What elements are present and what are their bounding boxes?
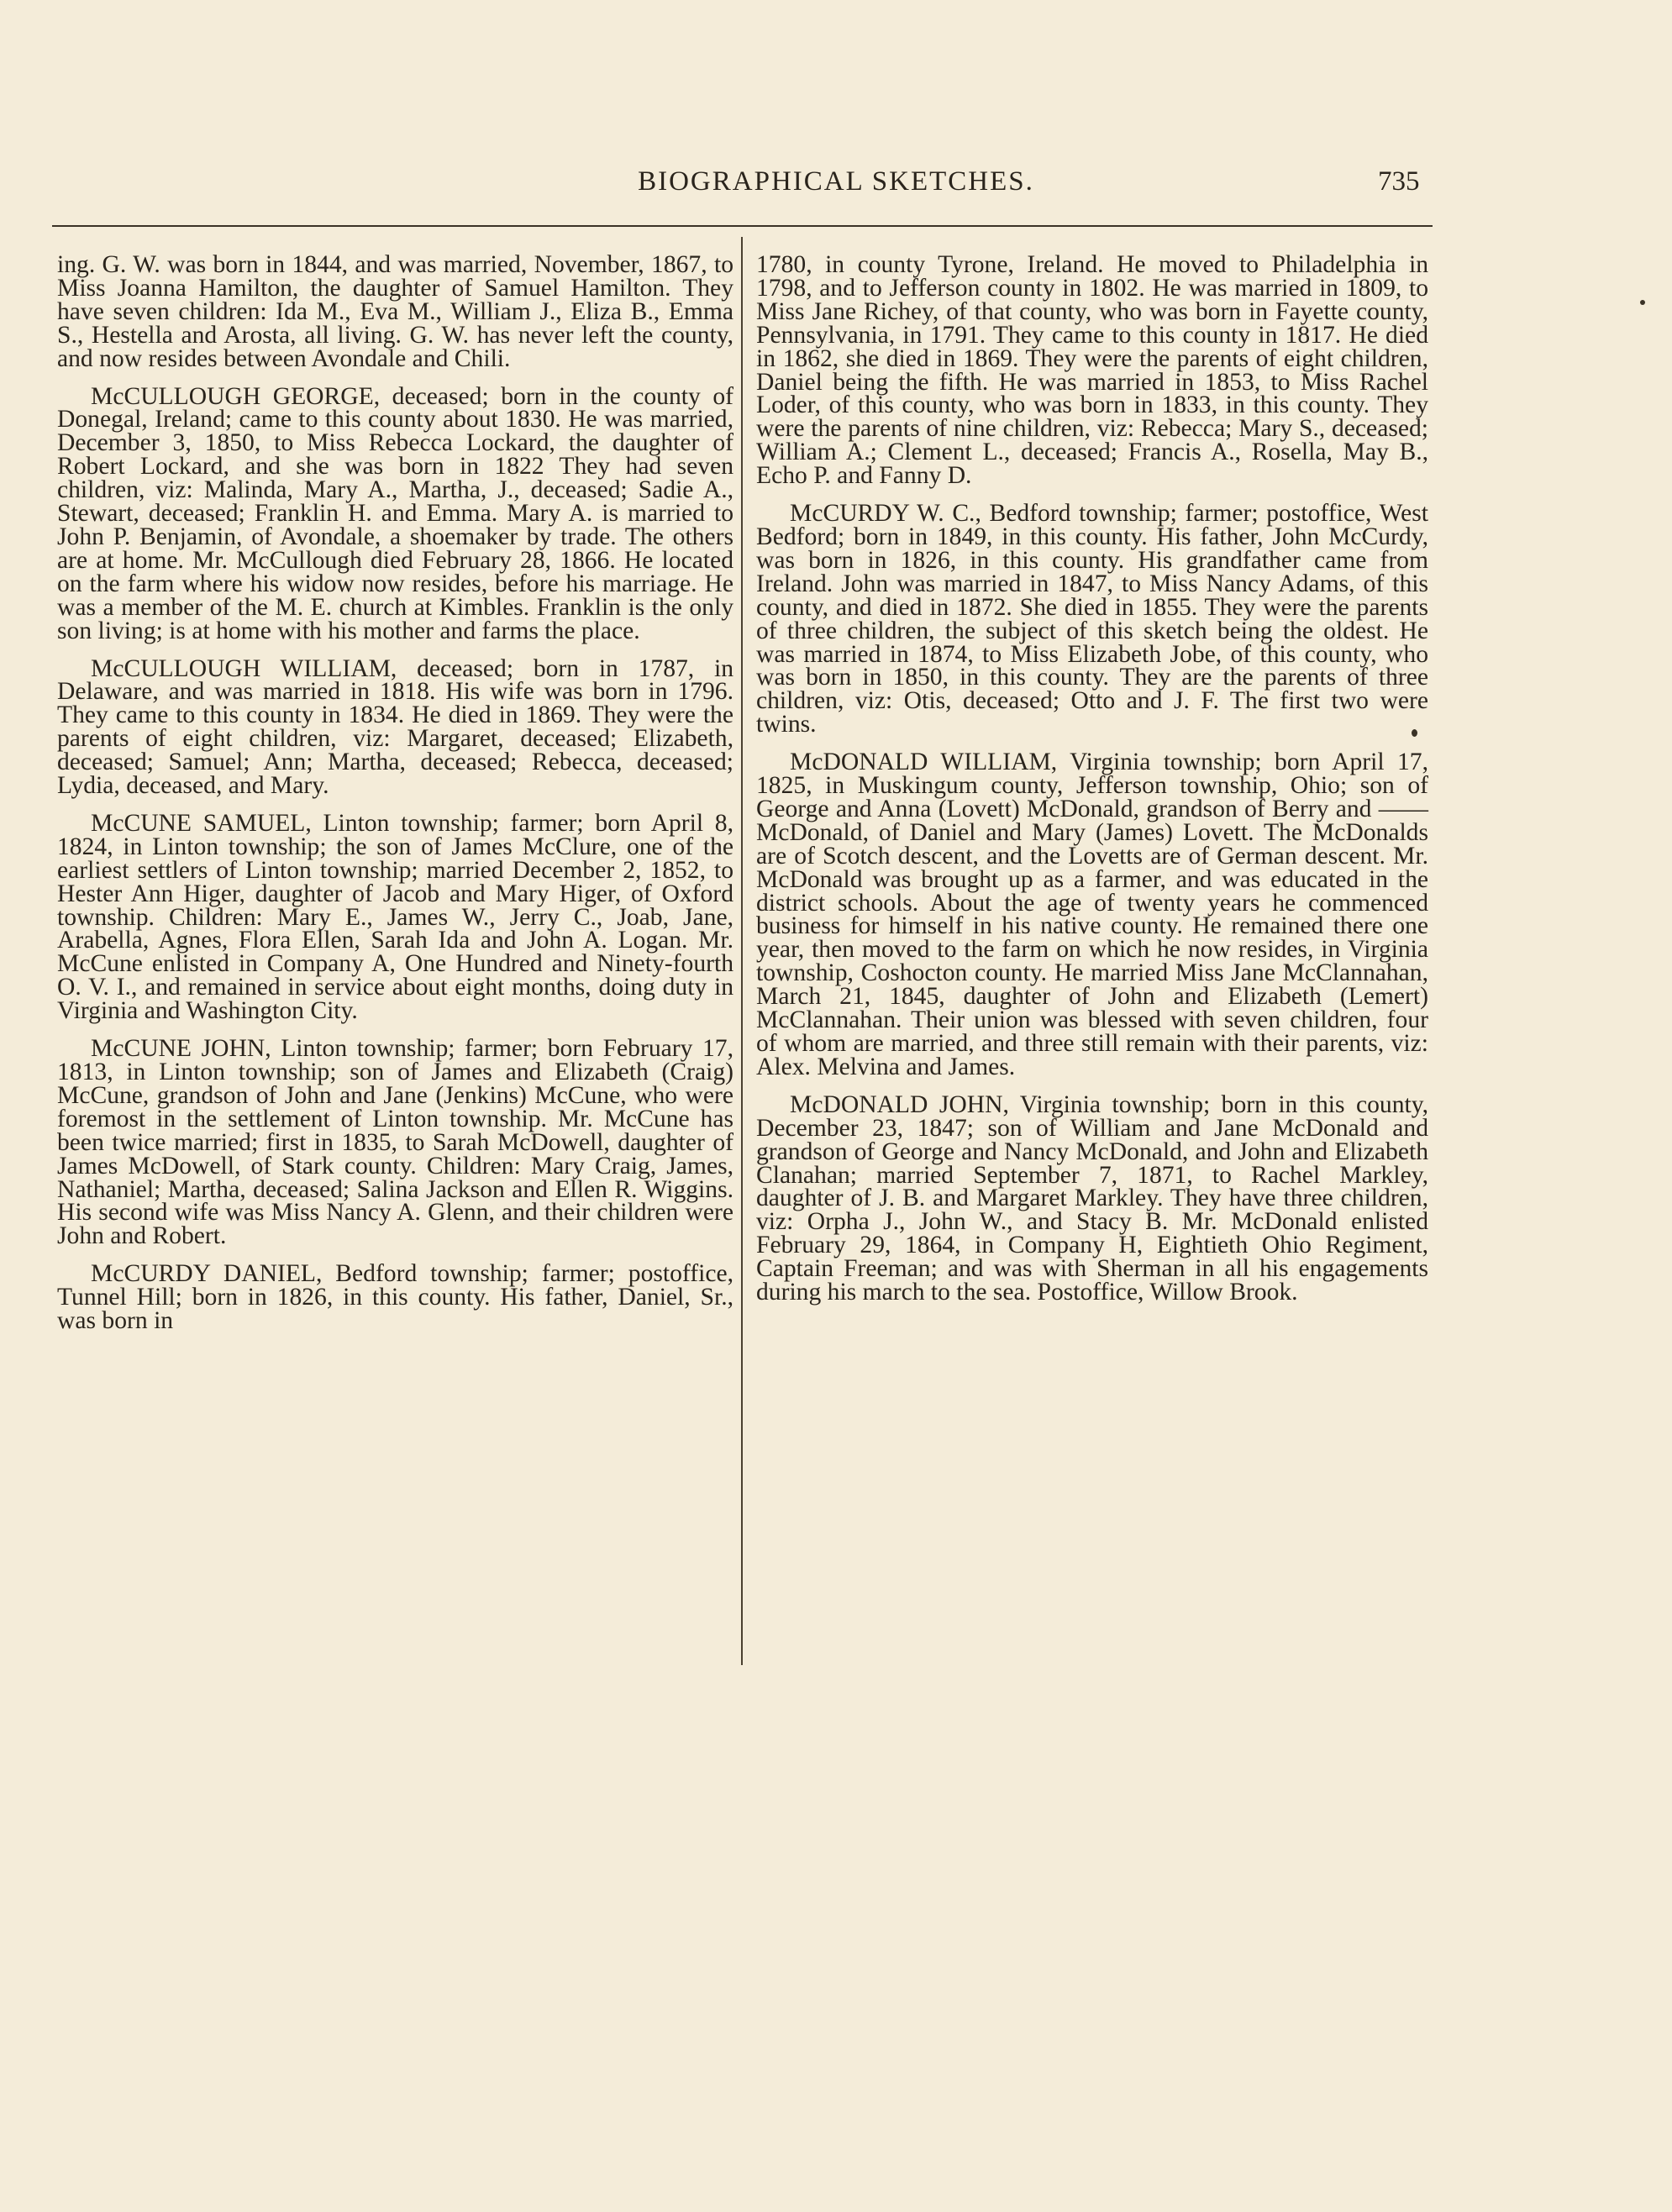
ink-speck [1412, 729, 1417, 737]
page-number: 735 [1378, 166, 1420, 197]
ink-speck [1640, 300, 1645, 305]
sketch-mcdonald-william: McDONALD WILLIAM, Virginia township; born April 17, 1825, in Muskingum county, Jefferson township, Ohio; son of George and Anna (Lovett) McDonald, grandson of Berry and —— McDonald, of Daniel and Mary (James) Lovett. The McDonalds are of Scotch descent, and the Lovetts are of German descent. Mr. McDonald was brought up as a farmer, and was educated in the district schools. About the age of twenty years he commenced business for himself in his native county. He remained there one year, then moved to the farm on which he now resides, in Virginia township, Coshocton county. He married Miss Jane McClannahan, March 21, 1845, daughter of John and Elizabeth (Lemert) McClannahan. Their union was blessed with seven children, four of whom are married, and three still remain with their parents, viz: Alex. Melvina and James. [756, 749, 1428, 1080]
running-head [0, 166, 1672, 208]
column-divider [741, 237, 743, 1665]
sketch-mcdonald-john: McDONALD JOHN, Virginia township; born in this county, December 23, 1847; son of William and Jane McDonald and grandson of George and Nancy McDonald, and John and Elizabeth Clanahan; married September 7, 1871, to Rachel Markley, daughter of J. B. and Margaret Markley. They have three children, viz: Orpha J., John W., and Stacy B. Mr. McDonald enlisted February 29, 1864, in Company H, Eightieth Ohio Regiment, Captain Freeman; and was with Sherman in all his engagements during his march to the sea. Postoffice, Willow Brook. [756, 1090, 1428, 1306]
sketch-mccurdy-daniel: McCURDY DANIEL, Bedford township; farmer; postoffice, Tunnel Hill; born in 1826, in this county. His father, Daniel, Sr., was born in [57, 1260, 733, 1335]
sketch-mccurdy-wc: McCURDY W. C., Bedford township; farmer; postoffice, West Bedford; born in 1849, in this county. His father, John McCurdy, was born in 1826, in this county. His grandfather came from Ireland. John was married in 1847, to Miss Nancy Adams, of this county, and died in 1872. She died in 1855. They were the parents of three children, the subject of this sketch being the oldest. He was married in 1874, to Miss Elizabeth Jobe, of this county, who was born in 1850, in this county. They are the parents of three children, viz: Otis, deceased; Otto and J. F. The first two were twins. [756, 500, 1428, 738]
left-column [57, 251, 733, 1348]
header-rule [52, 225, 1433, 227]
sketch-continuation: ing. G. W. was born in 1844, and was married, November, 1867, to Miss Joanna Hamilton, the daughter of Samuel Hamilton. They have seven children: Ida M., Eva M., William J., Eliza B., Emma S., Hestella and Arosta, all living. G. W. has never left the county, and now resides between Avondale and Chili. [57, 251, 733, 372]
sketch-mccune-samuel: McCUNE SAMUEL, Linton township; farmer; born April 8, 1824, in Linton township; the son of James McClure, one of the earliest settlers of Linton township; married December 2, 1852, to Hester Ann Higer, daughter of Jacob and Mary Higer, of Oxford township. Children: Mary E., James W., Jerry C., Joab, Jane, Arabella, Agnes, Flora Ellen, Sarah Ida and John A. Logan. Mr. McCune enlisted in Company A, One Hundred and Ninety-fourth O. V. I., and remained in service about eight months, doing duty in Virginia and Washington City. [57, 809, 733, 1025]
page-title: BIOGRAPHICAL SKETCHES. [638, 166, 1034, 197]
sketch-mccullough-george: McCULLOUGH GEORGE, deceased; born in the county of Donegal, Ireland; came to this county about 1830. He was married, December 3, 1850, to Miss Rebecca Lockard, the daughter of Robert Lockard, and she was born in 1822 They had seven children, viz: Malinda, Mary A., Martha, J., deceased; Sadie A., Stewart, deceased; Franklin H. and Emma. Mary A. is married to John P. Benjamin, of Avondale, a shoemaker by trade. The others are at home. Mr. McCullough died February 28, 1866. He located on the farm where his widow now resides, before his marriage. He was a member of the M. E. church at Kimbles. Franklin is the only son living; is at home with his mother and farms the place. [57, 382, 733, 644]
sketch-mccune-john: McCUNE JOHN, Linton township; farmer; born February 17, 1813, in Linton township; son of James and Elizabeth (Craig) McCune, grandson of John and Jane (Jenkins) McCune, who were foremost in the settlement of Linton township. Mr. McCune has been twice married; first in 1835, to Sarah McDowell, daughter of James McDowell, of Stark county. Children: Mary Craig, James, Nathaniel; Martha, deceased; Salina Jackson and Ellen R. Wiggins. His second wife was Miss Nancy A. Glenn, and their children were John and Robert. [57, 1035, 733, 1250]
sketch-mccullough-william: McCULLOUGH WILLIAM, deceased; born in 1787, in Delaware, and was married in 1818. His wife was born in 1796. They came to this county in 1834. He died in 1869. They were the parents of eight children, viz: Margaret, deceased; Elizabeth, deceased; Samuel; Ann; Martha, deceased; Rebecca, deceased; Lydia, deceased, and Mary. [57, 654, 733, 800]
right-column [756, 251, 1428, 1319]
sketch-mccurdy-daniel-continued: 1780, in county Tyrone, Ireland. He moved to Philadelphia in 1798, and to Jefferson county in 1802. He was married in 1809, to Miss Jane Richey, of that county, who was born in Fayette county, Pennsylvania, in 1791. They came to this county in 1817. He died in 1862, she died in 1869. They were the parents of eight children, Daniel being the fifth. He was married in 1853, to Miss Rachel Loder, of this county, who was born in 1833, in this county. They were the parents of nine children, viz: Rebecca; Mary S., deceased; William A.; Clement L., deceased; Francis A., Rosella, May B., Echo P. and Fanny D. [756, 251, 1428, 490]
